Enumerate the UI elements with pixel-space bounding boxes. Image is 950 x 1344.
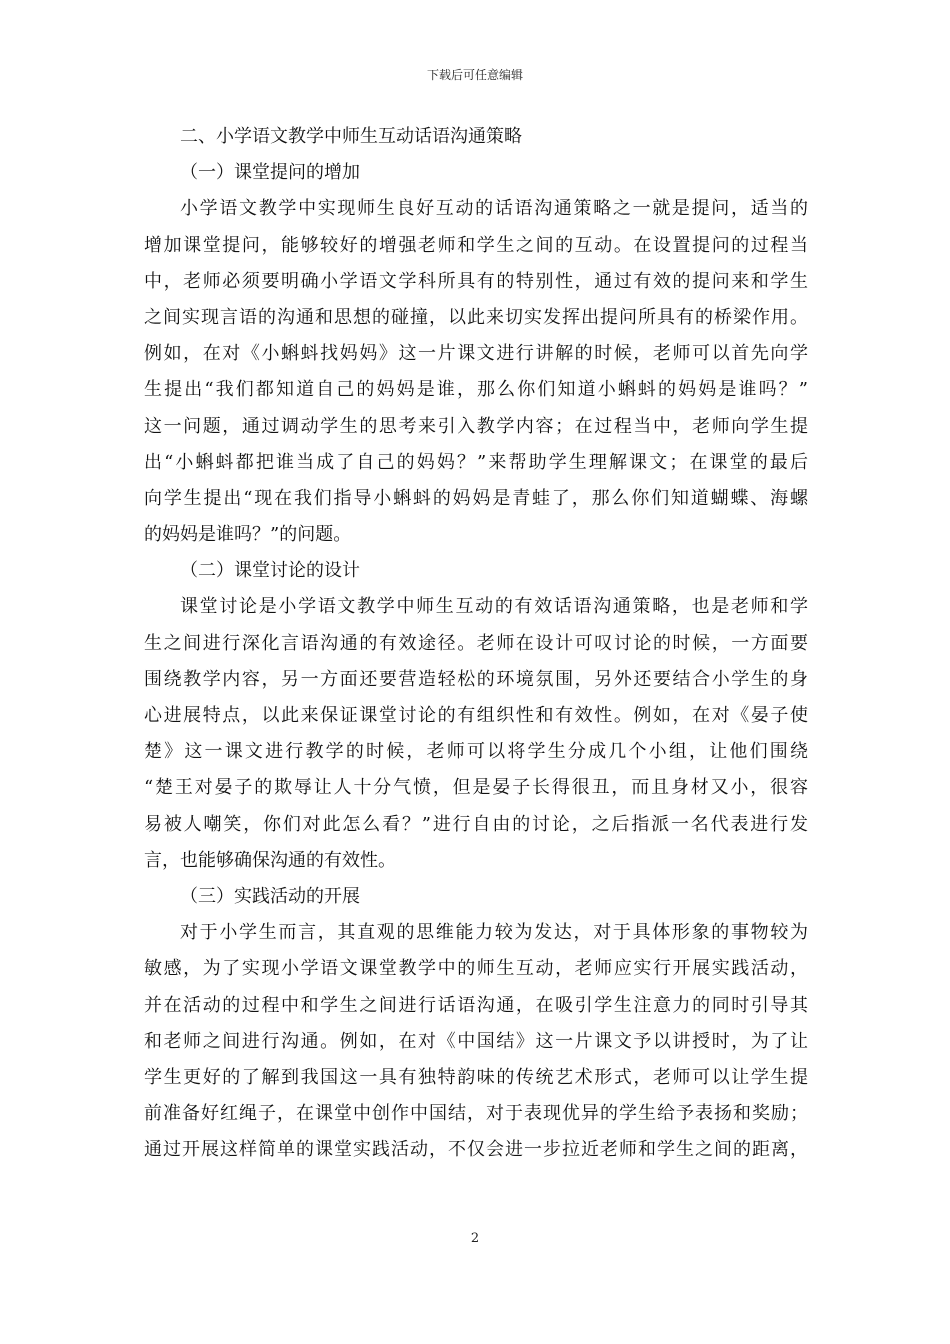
text-line: 易被人嘲笑，你们对此怎么看？”进行自由的讨论，之后指派一名代表进行发 xyxy=(144,813,808,835)
text-line: 生提出“我们都知道自己的妈妈是谁，那么你们知道小蝌蚪的妈妈是谁吗？” xyxy=(144,379,808,401)
text-line: 前准备好红绳子，在课堂中创作中国结，对于表现优异的学生给予表扬和奖励； xyxy=(144,1103,808,1125)
text-line: 中，老师必须要明确小学语文学科所具有的特别性，通过有效的提问来和学生 xyxy=(144,270,808,292)
text-line: 敏感，为了实现小学语文课堂教学中的师生互动，老师应实行开展实践活动， xyxy=(144,958,808,980)
text-line: “楚王对晏子的欺辱让人十分气愤，但是晏子长得很丑，而且身材又小，很容 xyxy=(144,777,808,799)
text-line: 并在活动的过程中和学生之间进行话语沟通，在吸引学生注意力的同时引导其 xyxy=(144,994,808,1016)
text-line: 出“小蝌蚪都把谁当成了自己的妈妈？”来帮助学生理解课文；在课堂的最后 xyxy=(144,451,808,473)
text-line: 例如，在对《小蝌蚪找妈妈》这一片课文进行讲解的时候，老师可以首先向学 xyxy=(144,343,808,365)
text-line: 向学生提出“现在我们指导小蝌蚪的妈妈是青蛙了，那么你们知道蝴蝶、海螺 xyxy=(144,487,808,509)
page-number: 2 xyxy=(470,1231,480,1246)
text-line: 课堂讨论是小学语文教学中师生互动的有效话语沟通策略，也是老师和学 xyxy=(180,596,808,618)
text-line: （三）实践活动的开展 xyxy=(180,885,360,907)
page-header: 下载后可任意编辑 xyxy=(426,68,523,82)
text-line: 对于小学生而言，其直观的思维能力较为发达，对于具体形象的事物较为 xyxy=(180,922,808,944)
document-body xyxy=(144,119,808,1168)
text-line: 楚》这一课文进行教学的时候，老师可以将学生分成几个小组，让他们围绕 xyxy=(144,741,808,763)
text-line: 学生更好的了解到我国这一具有独特韵味的传统艺术形式，老师可以让学生提 xyxy=(144,1066,808,1088)
text-line: 小学语文教学中实现师生良好互动的话语沟通策略之一就是提问，适当的 xyxy=(180,198,808,220)
text-line: （二）课堂讨论的设计 xyxy=(180,560,360,582)
text-line: 这一问题，通过调动学生的思考来引入教学内容；在过程当中，老师向学生提 xyxy=(144,415,808,437)
text-line: 围绕教学内容，另一方面还要营造轻松的环境氛围，另外还要结合小学生的身 xyxy=(144,668,808,690)
text-line: （一）课堂提问的增加 xyxy=(180,162,360,184)
text-line: 的妈妈是谁吗？”的问题。 xyxy=(144,524,352,546)
text-line: 增加课堂提问，能够较好的增强老师和学生之间的互动。在设置提问的过程当 xyxy=(144,234,808,256)
text-line: 二、小学语文教学中师生互动话语沟通策略 xyxy=(180,126,522,147)
text-line: 言，也能够确保沟通的有效性。 xyxy=(144,849,396,871)
text-line: 心进展特点，以此来保证课堂讨论的有组织性和有效性。例如，在对《晏子使 xyxy=(144,705,808,726)
text-line: 之间实现言语的沟通和思想的碰撞，以此来切实发挥出提问所具有的桥梁作用。 xyxy=(144,306,808,328)
text-line: 生之间进行深化言语沟通的有效途径。老师在设计可叹讨论的时候，一方面要 xyxy=(144,632,808,654)
text-line: 通过开展这样简单的课堂实践活动，不仅会进一步拉近老师和学生之间的距离， xyxy=(144,1139,808,1161)
text-line: 和老师之间进行沟通。例如，在对《中国结》这一片课文予以讲授时，为了让 xyxy=(144,1030,808,1052)
